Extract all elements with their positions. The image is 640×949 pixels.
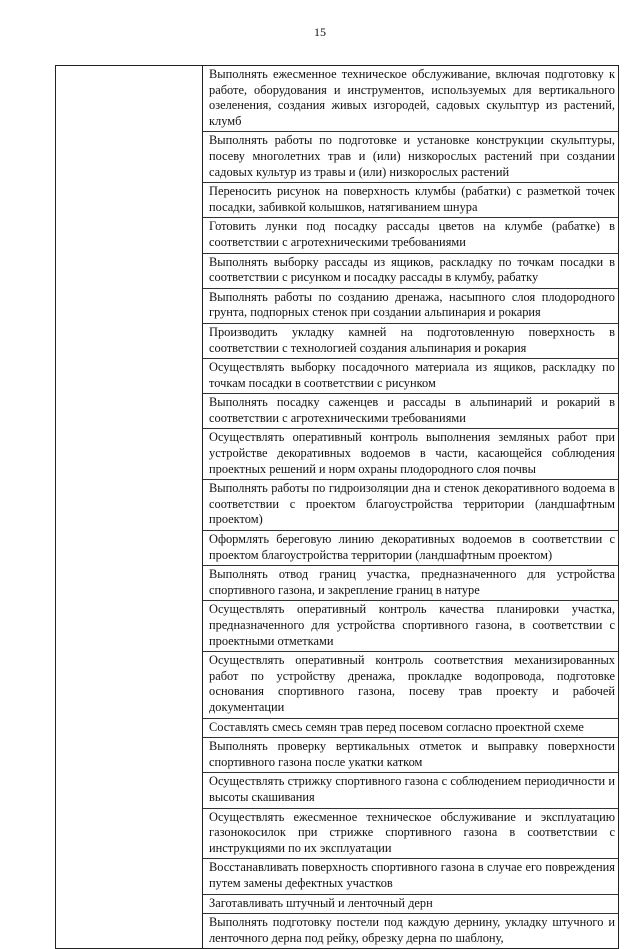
table-right-column [203, 66, 619, 949]
table-row-text: Выполнять подготовку постели под каждую дернину, укладку штучного и ленточного дерна под рейку, обрезку дерна по шаблону, [209, 915, 615, 945]
table-left-column [56, 66, 203, 949]
table-row-text: Выполнять проверку вертикальных отметок и выправку поверхности спортивного газона после укатки катком [203, 738, 618, 773]
table-row-text: Оформлять береговую линию декоративных водоемов в соответствии с проектом благоустройства территории (ландшафтным проектом) [203, 531, 618, 566]
table-row-text: Заготавливать штучный и ленточный дерн [203, 895, 618, 915]
table-row-text: Готовить лунки под посадку рассады цветов на клумбе (рабатке) в соответствии с агротехническими требованиями [203, 218, 618, 253]
table-row-text: Осуществлять оперативный контроль соответствия механизированных работ по устройству дренажа, прокладке водопровода, подготовке основания спортивного газона, посеву трав проекту и рабочей документации [203, 652, 618, 718]
table-row-text: Осуществлять оперативный контроль выполнения земляных работ при устройстве декоративных водоемов в части, касающейся соблюдения проектных решений и норм охраны плодородного слоя почвы [203, 429, 618, 480]
table-row-text: Осуществлять выборку посадочного материала из ящиков, раскладку по точкам посадки в соответствии с рисунком [203, 359, 618, 394]
table-row-text: Выполнять работы по подготовке и установке конструкции скульптуры, посеву многолетних трав и (или) низкорослых растений при создании садовых культур из травы и (или) низкорослых растений [203, 132, 618, 183]
table-row-text: Выполнять отвод границ участка, предназначенного для устройства спортивного газона, и закрепление границ в натуре [203, 566, 618, 601]
competency-table [55, 65, 619, 949]
table-row-text: Восстанавливать поверхность спортивного газона в случае его повреждения путем замены дефектных участков [203, 859, 618, 894]
table-row [56, 66, 619, 949]
table-row-text: Составлять смесь семян трав перед посевом согласно проектной схеме [203, 719, 618, 739]
page-number: 15 [314, 25, 326, 39]
table-row-text: Переносить рисунок на поверхность клумбы (рабатки) с разметкой точек посадки, забивкой колышков, натягиванием шнура [203, 183, 618, 218]
table-row-text: Выполнять выборку рассады из ящиков, раскладку по точкам посадки в соответствии с рисунком и посадку рассады в клумбу, рабатку [203, 254, 618, 289]
table-row-text: Осуществлять оперативный контроль качества планировки участка, предназначенного для устройства спортивного газона, в соответствии с проектными отметками [203, 601, 618, 652]
table-row-text: Осуществлять ежесменное техническое обслуживание и эксплуатацию газонокосилок при стрижке спортивного газона в соответствии с инструкциями по их эксплуатации [203, 809, 618, 860]
table-row-text: Выполнять посадку саженцев и рассады в альпинарий и рокарий в соответствии с агротехническими требованиями [203, 394, 618, 429]
table-row-text: Выполнять ежесменное техническое обслуживание, включая подготовку к работе, оборудования и инструментов, используемых для вертикального озеленения, создания живых изгородей, садовых скульптур из растений, клумб [203, 66, 618, 132]
table-row-text: Осуществлять стрижку спортивного газона с соблюдением периодичности и высоты скашивания [203, 773, 618, 808]
table-row-text: Производить укладку камней на подготовленную поверхность в соответствии с технологией создания альпинария и рокария [203, 324, 618, 359]
table-row-text: Выполнять работы по созданию дренажа, насыпного слоя плодородного грунта, подпорных стенок при создании альпинария и рокария [203, 289, 618, 324]
table-row-text: Выполнять работы по гидроизоляции дна и стенок декоративного водоема в соответствии с проектом благоустройства территории (ландшафтным проектом) [203, 480, 618, 531]
